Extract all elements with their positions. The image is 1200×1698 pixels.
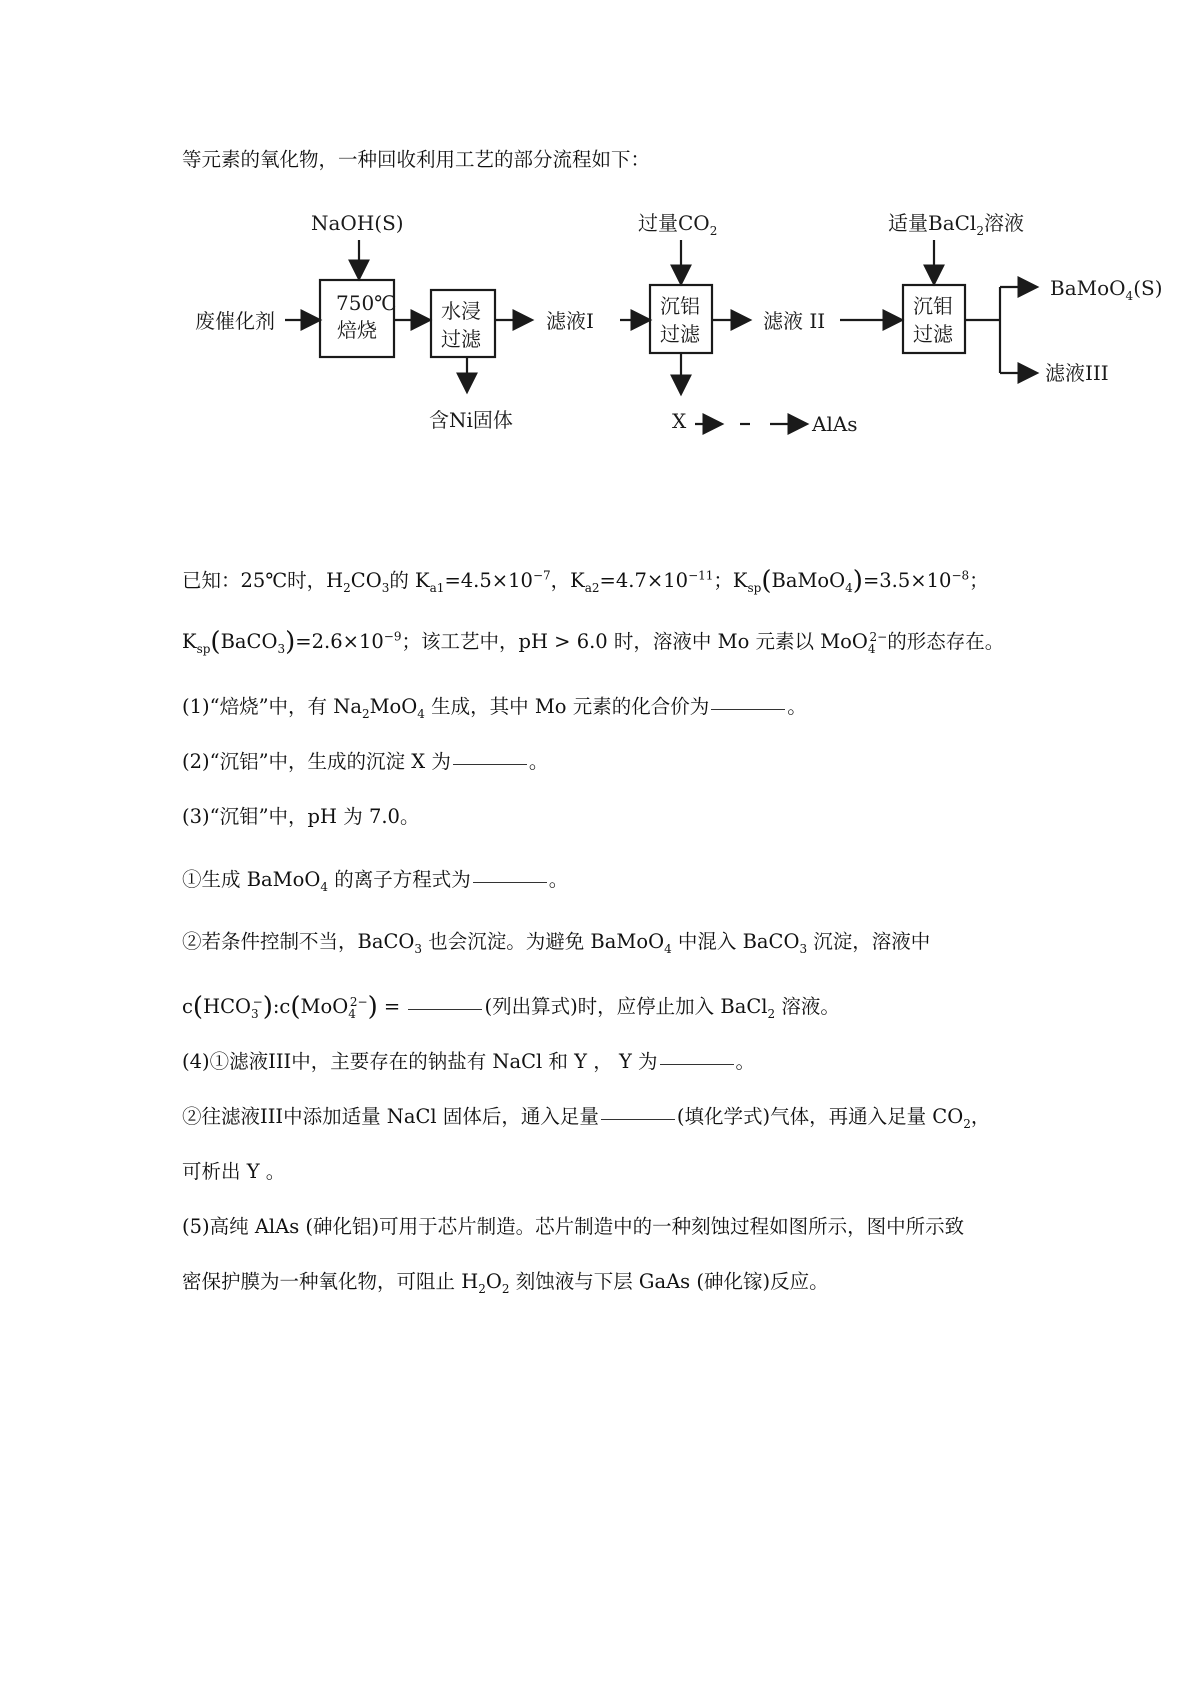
flow-start: 废催化剂 (195, 309, 275, 333)
flow-precip-x: X (672, 409, 687, 433)
known-line-2: $K_{sp}(BaCO_3)=2.6\times 10^{-9}$；该工艺中，pH > 6.0 时，溶液中 Mo 元素以 MoO$_4^{2-}$的形态存在。 (182, 627, 1005, 657)
question-4-2: ②往滤液III中添加适量 NaCl 固体后，通入足量 (填化学式)气体，再通入足量 $CO_2$， (182, 1105, 991, 1131)
answer-blank-4-1[interactable] (660, 1064, 734, 1065)
flow-filtrate3: 滤液III (1045, 361, 1109, 385)
known-line-1: 已知：25℃时，$H_2CO_3$的 $K_{a1}=4.5\times 10^{-7}$，$K_{a2}=4.7\times 10^{-11}$；$K_{sp}(BaMoO_4)=3.5\times 10^{-8}$； (182, 566, 989, 596)
flow-step4-label-a: 沉钼 (913, 294, 953, 318)
flow-filtrate2: 滤液 II (763, 309, 826, 333)
flow-step2-label-b: 过滤 (441, 327, 481, 351)
flow-step4-label-b: 过滤 (913, 322, 953, 346)
flow-product-alas: AlAs (812, 412, 858, 436)
question-3-1: ①生成 BaMoO$_4$ 的离子方程式为 。 (182, 868, 569, 894)
question-1: (1)“焙烧”中，有 $Na_2MoO_4$ 生成，其中 Mo 元素的化合价为 。 (182, 695, 807, 721)
question-4-3: 可析出 Y 。 (182, 1160, 286, 1183)
question-3: (3)“沉钼”中，pH 为 7.0。 (182, 805, 420, 828)
process-flow-diagram (0, 0, 1200, 450)
answer-blank-2[interactable] (453, 764, 527, 765)
flow-filtrate1: 滤液I (546, 309, 594, 333)
answer-blank-3-1[interactable] (473, 882, 547, 883)
flow-step1-temp: 750℃ (336, 291, 397, 315)
flow-residue: 含Ni固体 (429, 408, 513, 432)
flow-reagent-co2: 过量$CO_2$ (638, 211, 718, 238)
flow-step3-label-b: 过滤 (660, 322, 700, 346)
flow-reagent-bacl2: 适量BaCl$_2$溶液 (888, 211, 1024, 238)
answer-blank-3-2[interactable] (408, 1009, 482, 1010)
question-3-2: ②若条件控制不当，BaCO$_3$ 也会沉淀。为避免 BaMoO$_4$ 中混入 BaCO$_3$ 沉淀，溶液中 (182, 930, 931, 956)
intro-text: 等元素的氧化物，一种回收利用工艺的部分流程如下： (182, 148, 651, 171)
question-5-line-2: 密保护膜为一种氧化物，可阻止 $H_2O_2$ 刻蚀液与下层 GaAs (砷化镓)反应。 (182, 1270, 829, 1296)
question-2: (2)“沉铝”中，生成的沉淀 X 为 。 (182, 750, 549, 773)
flow-step1-label: 焙烧 (337, 318, 377, 342)
flow-step3-label-a: 沉铝 (660, 294, 700, 318)
question-5-line-1: (5)高纯 AlAs (砷化铝)可用于芯片制造。芯片制造中的一种刻蚀过程如图所示，图中所示致 (182, 1215, 965, 1238)
question-4-1: (4)①滤液III中，主要存在的钠盐有 NaCl 和 Y ， Y 为 。 (182, 1050, 756, 1073)
answer-blank-4-2[interactable] (601, 1119, 675, 1120)
question-3-2-expr: $c(HCO_3^-):c(MoO_4^{2-})$ = (列出算式)时，应停止加入 BaCl$_2$ 溶液。 (182, 992, 840, 1022)
flow-reagent-naoh: NaOH(S) (311, 211, 404, 235)
flow-product-bamoo4: BaMoO$_4$(S) (1050, 276, 1163, 303)
answer-blank-1[interactable] (711, 709, 785, 710)
flow-step2-label-a: 水浸 (441, 299, 481, 323)
